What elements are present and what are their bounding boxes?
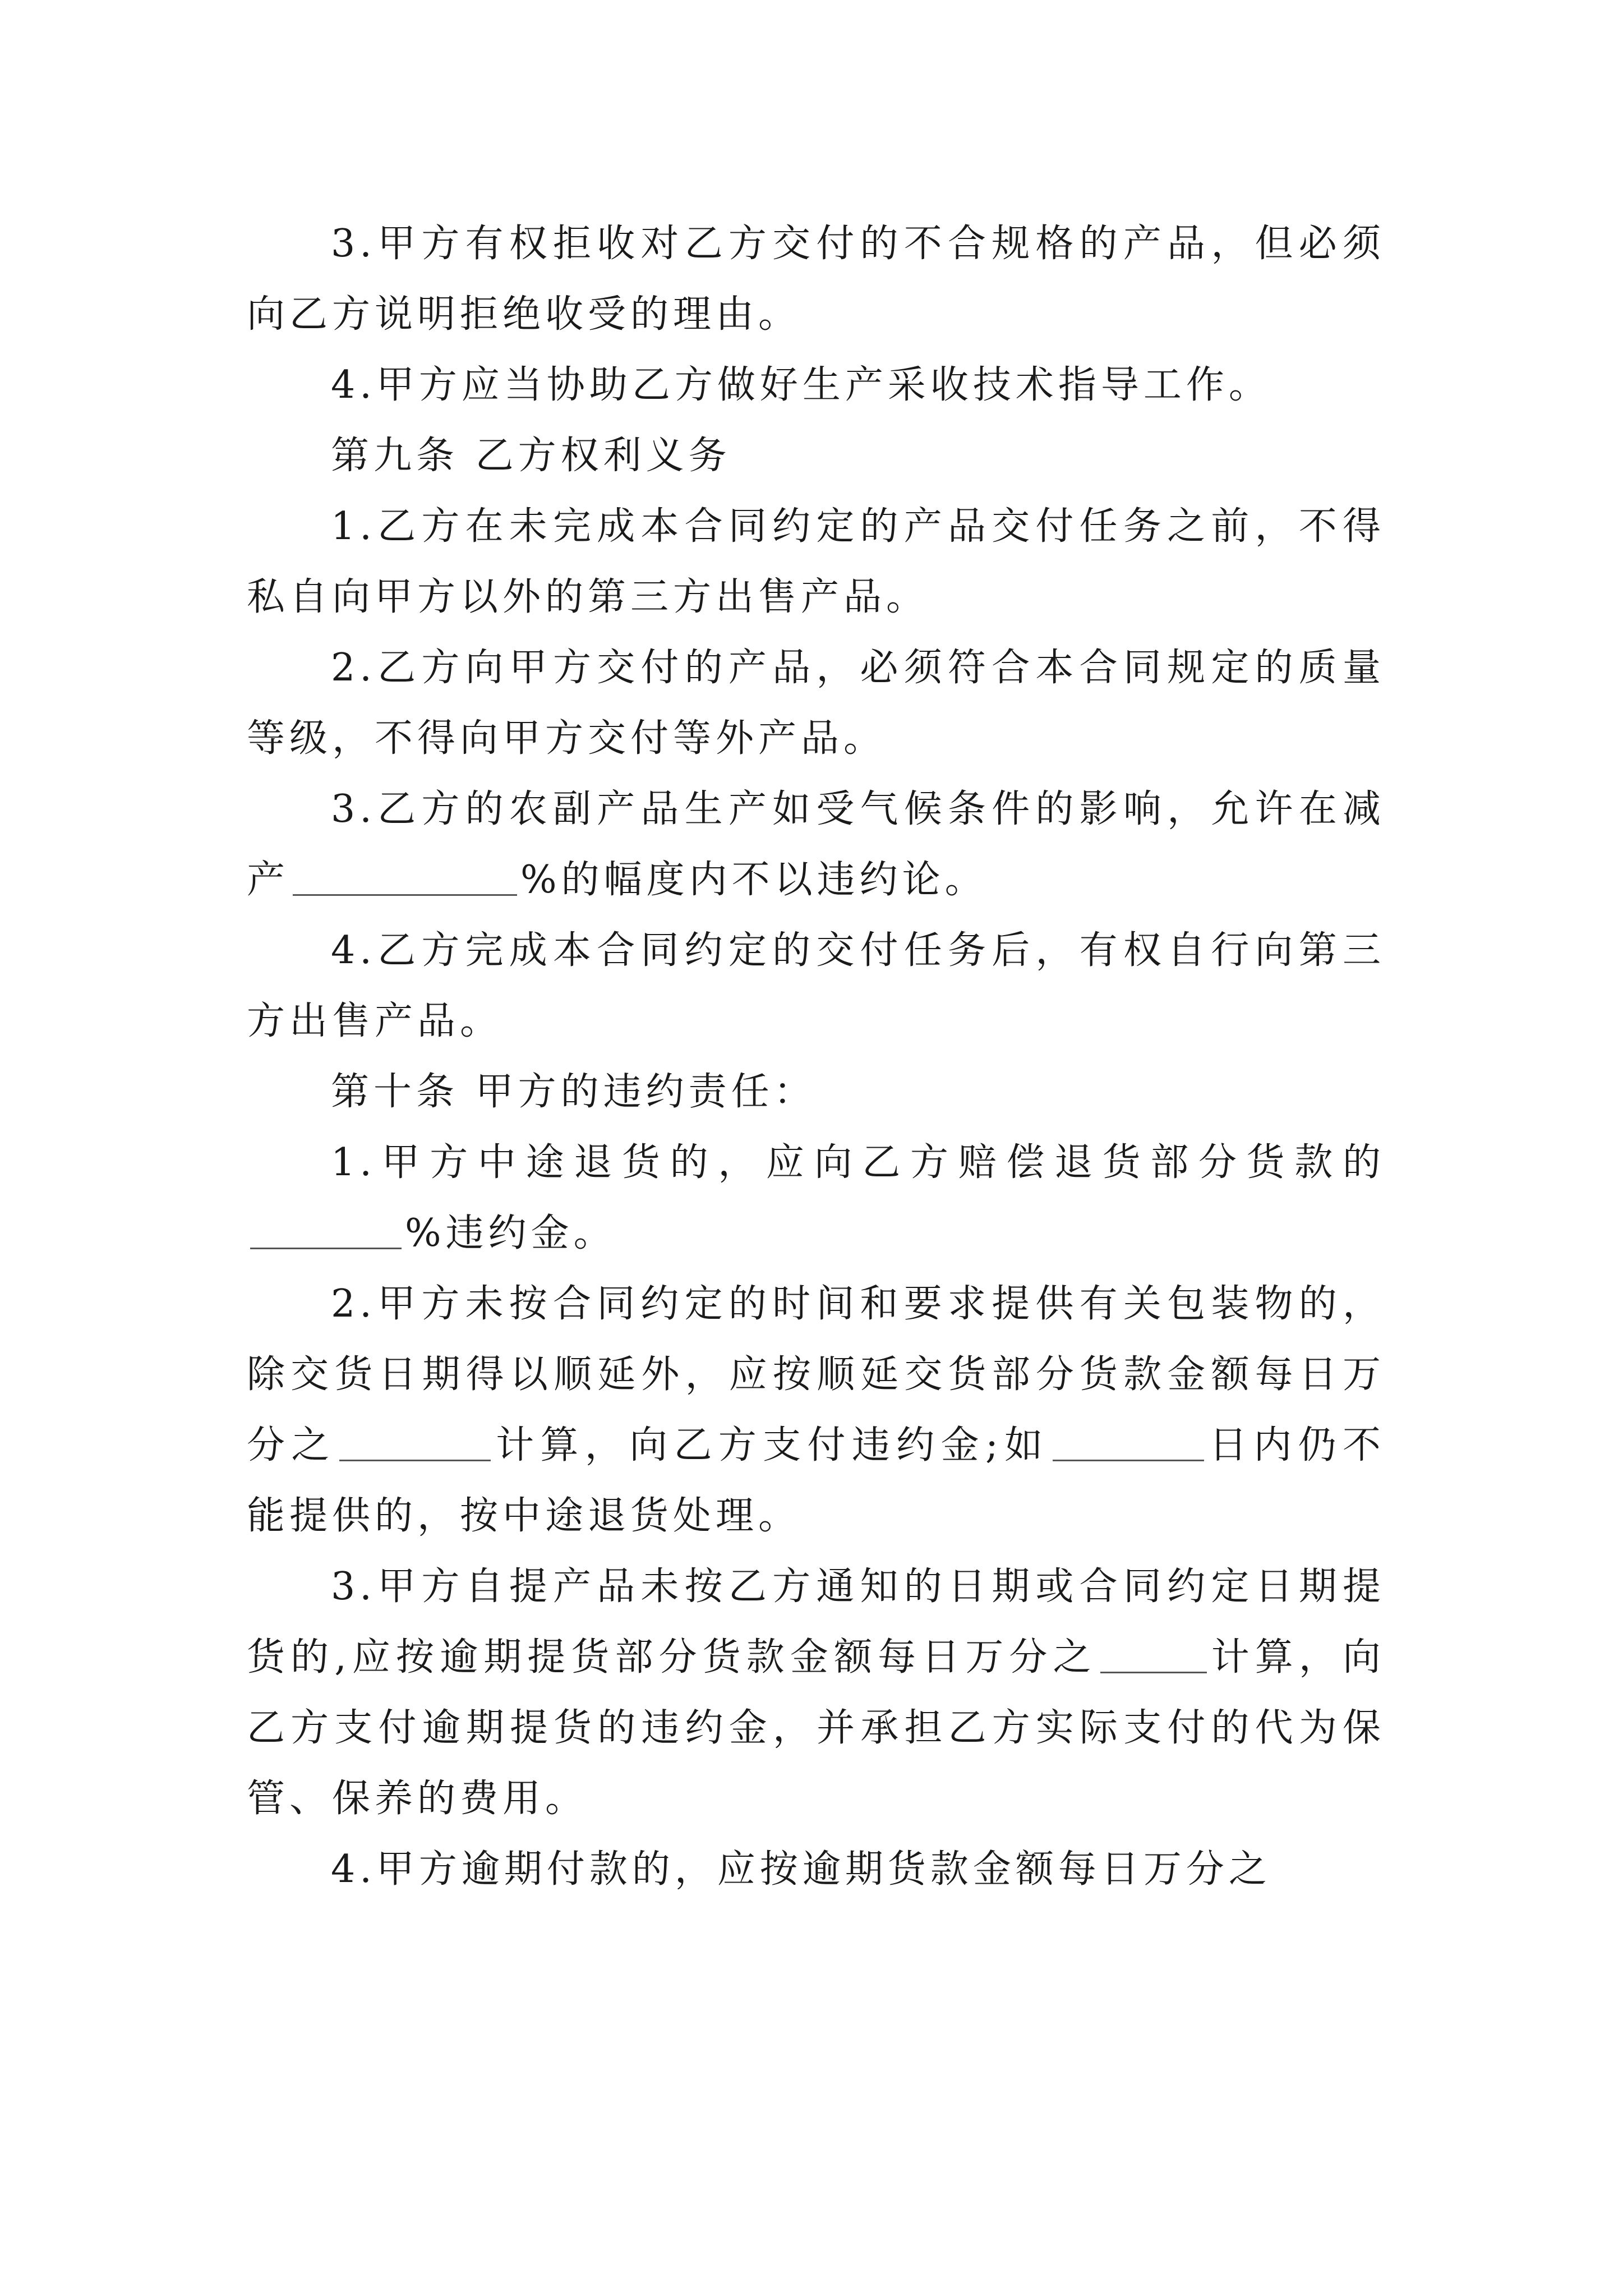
fill-blank <box>1100 1632 1207 1673</box>
paragraph-text: %违约金。 <box>405 1211 616 1255</box>
paragraph-climate-reduction <box>247 774 1385 915</box>
paragraph-assist-guidance <box>247 350 1385 421</box>
paragraph-text: 4.乙方完成本合同约定的交付任务后，有权自行向第三方出售产品。 <box>247 928 1385 1043</box>
paragraph-text: 2.乙方向甲方交付的产品，必须符合本合同规定的质量等级，不得向甲方交付等外产品。 <box>247 646 1385 761</box>
heading-text: 第十条 甲方的违约责任： <box>331 1070 817 1114</box>
paragraph-late-payment <box>247 1834 1385 1905</box>
fill-blank <box>339 1420 491 1461</box>
fill-blank <box>250 1208 402 1249</box>
paragraph-text: 计算，向乙方支付违约金;如 <box>494 1423 1049 1467</box>
paragraph-quality-grade <box>247 633 1385 774</box>
document-body <box>247 209 1385 1905</box>
paragraph-text: 1.乙方在未完成本合同约定的产品交付任务之前，不得私自向甲方以外的第三方出售产品。 <box>247 504 1385 619</box>
heading-text: 第九条 乙方权利义务 <box>331 434 731 478</box>
paragraph-reject-products <box>247 209 1385 350</box>
fill-blank <box>1053 1420 1204 1461</box>
paragraph-text: 4.甲方应当协助乙方做好生产采收技术指导工作。 <box>331 363 1271 407</box>
paragraph-text: 1.甲方中途退货的，应向乙方赔偿退货部分货款的 <box>331 1140 1385 1185</box>
paragraph-no-third-party-sale <box>247 491 1385 633</box>
paragraph-text: 3.甲方有权拒收对乙方交付的不合规格的产品，但必须向乙方说明拒绝收受的理由。 <box>247 222 1385 337</box>
paragraph-packaging-penalty <box>247 1269 1385 1552</box>
paragraph-pickup-penalty <box>247 1552 1385 1834</box>
paragraph-text: 计算，向乙方支付逾期提货的违约金，并承担乙方实际支付的代为保管、保养的费用。 <box>247 1635 1385 1821</box>
paragraph-text: 3.乙方的农副产品生产如受气候条件的影响，允许在减产 <box>247 787 1385 902</box>
paragraph-text: 4.甲方逾期付款的，应按逾期货款金额每日万分之 <box>331 1847 1271 1892</box>
fill-blank <box>293 855 517 896</box>
paragraph-text: 3.甲方自提产品未按乙方通知的日期或合同约定日期提货的,应按逾期提货部分货款金额每日万分之 <box>247 1565 1385 1680</box>
paragraph-return-penalty <box>247 1128 1385 1269</box>
paragraph-text: 2.甲方未按合同约定的时间和要求提供有关包装物的，除交货日期得以顺延外，应按顺延交货部分货款金额每日万分之 <box>247 1282 1385 1467</box>
paragraph-text: 日内仍不能提供的，按中途退货处理。 <box>247 1423 1385 1538</box>
article-9-heading <box>247 421 1385 491</box>
article-10-heading <box>247 1057 1385 1128</box>
paragraph-text: %的幅度内不以违约论。 <box>520 858 988 902</box>
paragraph-sell-after-delivery <box>247 915 1385 1057</box>
